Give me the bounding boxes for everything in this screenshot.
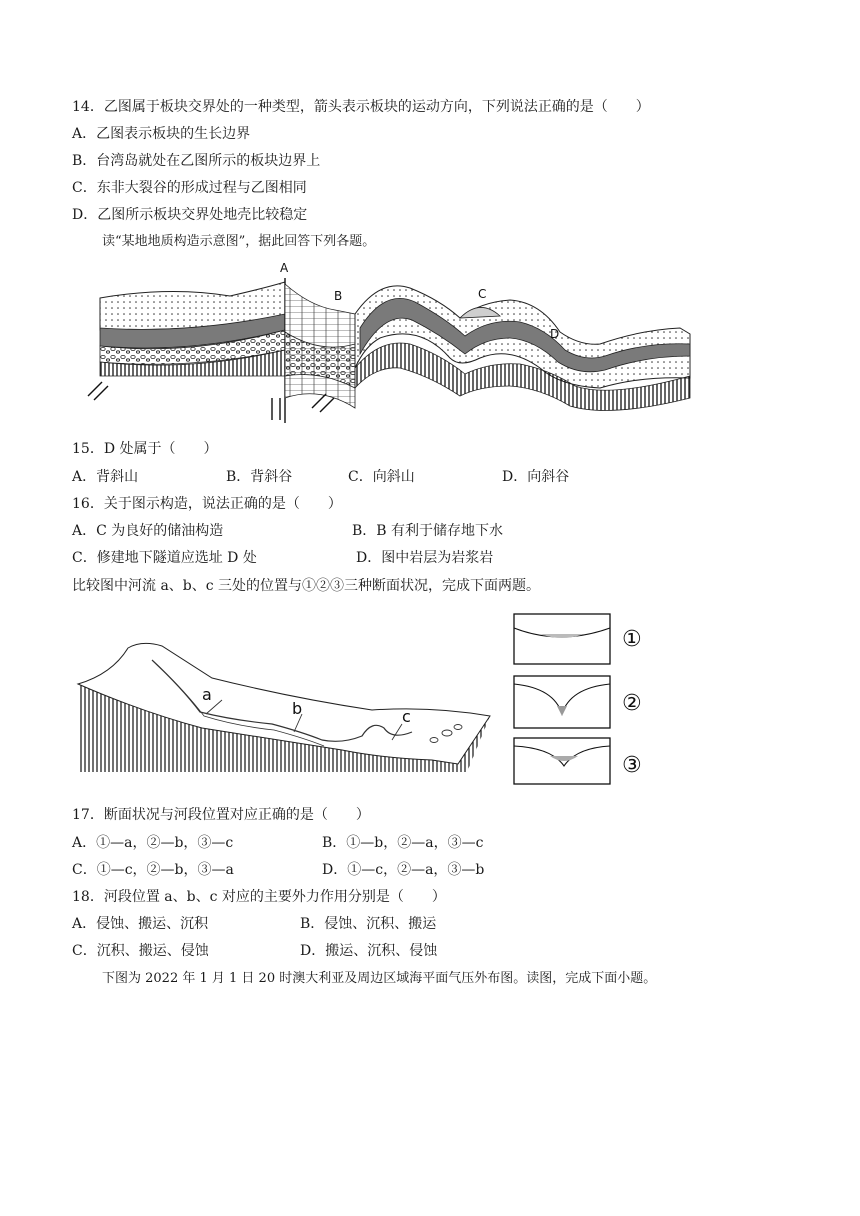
river-figure bbox=[72, 640, 497, 775]
river-label-a: a bbox=[202, 685, 212, 704]
section-label-2: ② bbox=[622, 691, 642, 716]
q18-stem: 18．河段位置 a、b、c 对应的主要外力作用分别是（ ） bbox=[72, 889, 446, 905]
q16-option-d: D．图中岩层为岩浆岩 bbox=[356, 550, 494, 566]
q17-stem: 17．断面状况与河段位置对应正确的是（ ） bbox=[72, 807, 370, 823]
q16-option-b: B．B 有利于储存地下水 bbox=[352, 523, 504, 539]
q17-option-d: D．①—c，②—a，③—b bbox=[322, 862, 485, 878]
section-label-1: ① bbox=[622, 627, 642, 652]
q15-option-b: B．背斜谷 bbox=[226, 469, 293, 485]
geology-figure bbox=[80, 258, 700, 428]
intro-geology: 读“某地地质构造示意图”，据此回答下列各题。 bbox=[102, 234, 376, 249]
q17-option-b: B．①—b，②—a，③—c bbox=[322, 835, 484, 851]
q15-option-c: C．向斜山 bbox=[348, 469, 415, 485]
q16-option-a: A．C 为良好的储油构造 bbox=[72, 523, 224, 539]
q15-stem: 15．D 处属于（ ） bbox=[72, 441, 218, 457]
q18-option-d: D．搬运、沉积、侵蚀 bbox=[300, 943, 438, 959]
intro-pressure: 下图为 2022 年 1 月 1 日 20 时澳大利亚及周边区域海平面气压外布图。读图，完成下面小题。 bbox=[102, 971, 657, 986]
label-c: C bbox=[478, 287, 487, 301]
q17-option-a: A．①—a，②—b，③—c bbox=[72, 835, 234, 851]
q18-option-c: C．沉积、搬运、侵蚀 bbox=[72, 943, 209, 959]
q14-stem: 14．乙图属于板块交界处的一种类型，箭头表示板块的运动方向，下列说法正确的是（ ） bbox=[72, 99, 650, 115]
q14-option-c: C．东非大裂谷的形成过程与乙图相同 bbox=[72, 180, 307, 196]
river-label-b: b bbox=[292, 699, 303, 718]
label-d: D bbox=[550, 327, 560, 341]
q14-option-d: D．乙图所示板块交界处地壳比较稳定 bbox=[72, 207, 308, 223]
q14-option-a: A．乙图表示板块的生长边界 bbox=[72, 126, 251, 142]
label-b: B bbox=[334, 289, 343, 303]
q17-option-c: C．①—c，②—b，③—a bbox=[72, 862, 234, 878]
label-a: A bbox=[280, 261, 289, 275]
section-label-3: ③ bbox=[622, 753, 642, 778]
intro-river: 比较图中河流 a、b、c 三处的位置与①②③三种断面状况，完成下面两题。 bbox=[72, 578, 541, 594]
q18-option-a: A．侵蚀、搬运、沉积 bbox=[72, 916, 209, 932]
q16-option-c: C．修建地下隧道应选址 D 处 bbox=[72, 550, 257, 566]
q18-option-b: B．侵蚀、沉积、搬运 bbox=[300, 916, 437, 932]
cross-sections bbox=[510, 606, 660, 786]
river-label-c: c bbox=[402, 707, 411, 726]
q15-option-a: A．背斜山 bbox=[72, 469, 139, 485]
q16-stem: 16．关于图示构造，说法正确的是（ ） bbox=[72, 496, 342, 512]
q14-option-b: B．台湾岛就处在乙图所示的板块边界上 bbox=[72, 153, 321, 169]
q15-option-d: D．向斜谷 bbox=[502, 469, 570, 485]
